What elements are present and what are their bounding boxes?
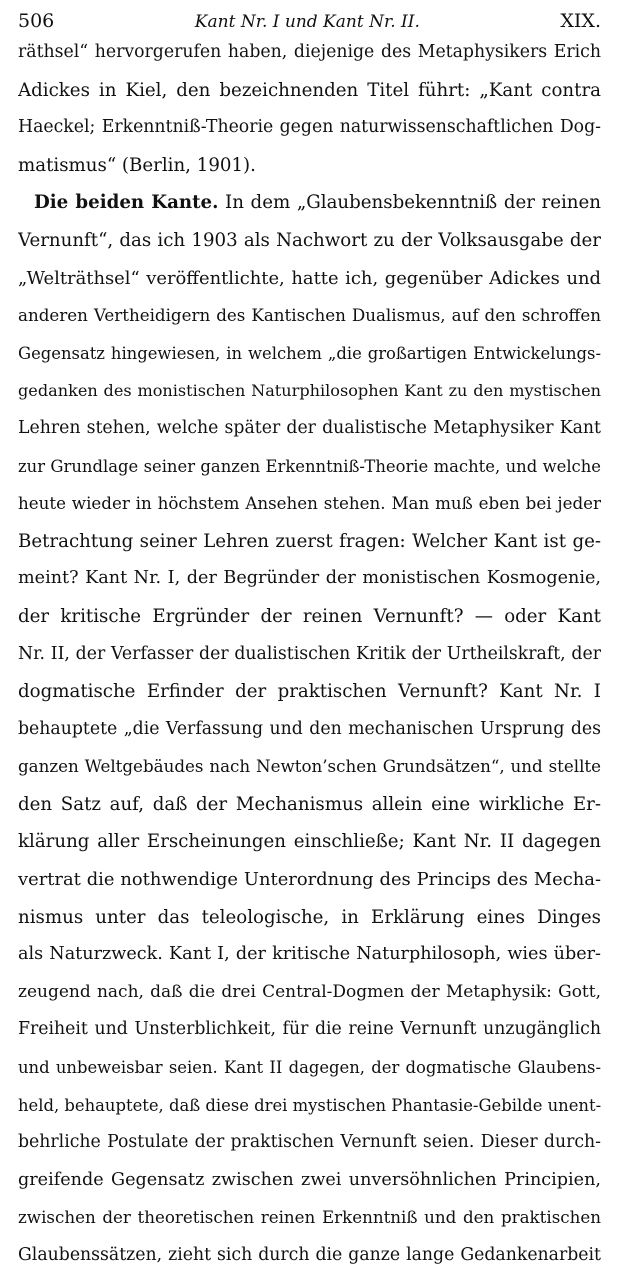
text-line [18,899,601,937]
line-text: „Welträthsel“ veröffentlichte, hatte ich, gegenüber Adickes und [18,267,601,289]
running-title: Kant Nr. I und Kant Nr. II. [194,12,420,32]
line-text: anderen Vertheidigern des Kantischen Dualismus, auf den schroffen [18,305,601,326]
line-text: held, behauptete, daß diese drei mystischen Phantasie-Gebilde unent- [18,1095,601,1115]
text-line [18,448,601,486]
text-line [18,1087,601,1125]
line-text: matismus“ (Berlin, 1901). [18,154,256,176]
line-text: greifende Gegensatz zwischen zwei unversöhnlichen Principien, [18,1169,601,1190]
page-body-text [18,34,601,1275]
text-line [18,1237,601,1275]
chapter-number: XIX. [560,10,601,32]
line-text: Lehren stehen, welche später der dualistische Metaphysiker Kant [18,417,601,438]
text-line [18,222,601,260]
line-text: vertrat die nothwendige Unterordnung des Princips des Mecha- [18,869,601,891]
line-text: zwischen der theoretischen reinen Erkenntniß und den praktischen [18,1207,601,1228]
text-line [18,861,601,899]
line-text: und unbeweisbar seien. Kant II dagegen, der dogmatische Glaubens- [18,1058,601,1078]
line-text: der kritische Ergründer der reinen Vernunft? — oder Kant [18,605,601,627]
line-text: Freiheit und Unsterblichkeit, für die reine Vernunft unzugänglich [18,1019,601,1040]
line-text: Glaubenssätzen, zieht sich durch die ganze lange Gedankenarbeit [18,1245,601,1265]
text-line [18,823,601,861]
text-line [18,560,601,598]
line-text: Adickes in Kiel, den bezeichnenden Titel führt: „Kant contra [18,79,601,101]
text-line [18,260,601,298]
text-line [18,109,601,147]
line-text: nismus unter das teleologische, in Erklärung eines Dinges [18,906,601,928]
line-text: Nr. II, der Verfasser der dualistischen Kritik der Urtheilskraft, der [18,643,601,664]
line-text: dogmatische Erfinder der praktischen Vernunft? Kant Nr. I [18,681,601,703]
line-text: heute wieder in höchstem Ansehen stehen. Man muß eben bei jeder [18,493,601,514]
text-line [18,1162,601,1200]
line-text: Haeckel; Erkenntniß-Theorie gegen naturwissenschaftlichen Dog- [18,117,601,138]
line-text: klärung aller Erscheinungen einschließe; Kant Nr. II dagegen [18,831,601,853]
text-line [18,1011,601,1049]
text-line [18,936,601,974]
text-line [18,372,601,410]
line-text: ganzen Weltgebäudes nach Newton’schen Grundsätzen“, und stellte [18,756,601,777]
line-text: In dem „Glaubensbekenntniß der reinen [218,192,601,214]
page-number: 506 [18,10,55,32]
text-line [18,1049,601,1087]
line-text: meint? Kant Nr. I, der Begründer der monistischen Kosmogenie, [18,568,601,589]
line-text: zeugend nach, daß die drei Central-Dogmen der Metaphysik: Gott, [18,981,601,1002]
text-line [18,147,601,185]
text-line [18,786,601,824]
line-text: Betrachtung seiner Lehren zuerst fragen: Welcher Kant ist ge- [18,530,601,552]
text-line [18,34,601,72]
text-line [18,598,601,636]
text-line [18,711,601,749]
line-text: den Satz auf, daß der Mechanismus allein eine wirkliche Er- [18,793,601,815]
text-line [18,1124,601,1162]
text-line [18,410,601,448]
text-line [18,636,601,674]
line-text: als Naturzweck. Kant I, der kritische Naturphilosoph, wies über- [18,944,601,965]
text-line [18,335,601,373]
text-line [18,184,601,222]
section-heading: Die beiden Kante. [34,192,219,214]
text-line [18,1199,601,1237]
text-line [18,485,601,523]
line-text: Vernunft“, das ich 1903 als Nachwort zu der Volksausgabe der [18,229,601,251]
text-line [18,673,601,711]
text-line [18,523,601,561]
line-text: zur Grundlage seiner ganzen Erkenntniß-Theorie machte, und welche [18,456,601,476]
line-text: gedanken des monistischen Naturphilosophen Kant zu den mystischen [18,381,601,401]
line-text: behrliche Postulate der praktischen Vernunft seien. Dieser durch- [18,1132,601,1153]
text-line [18,72,601,110]
text-line [18,748,601,786]
line-text: Gegensatz hingewiesen, in welchem „die großartigen Entwickelungs- [18,343,601,363]
text-line [18,974,601,1012]
line-text: räthsel“ hervorgerufen haben, diejenige des Metaphysikers Erich [18,42,601,62]
text-line [18,297,601,335]
line-text: behauptete „die Verfassung und den mechanischen Ursprung des [18,718,601,739]
running-header [18,0,601,34]
